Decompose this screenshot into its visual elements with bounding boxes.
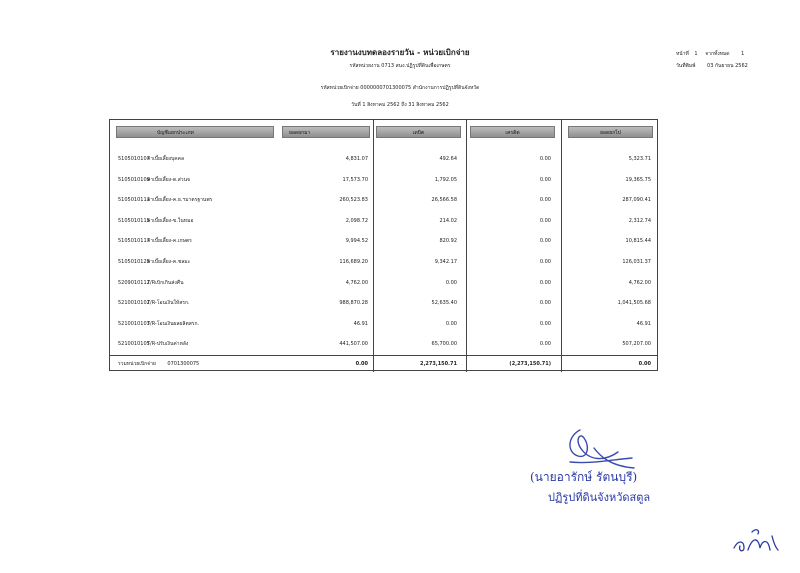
account-code: 5210010103 <box>118 320 150 327</box>
total-pages: 1 <box>741 51 745 57</box>
debit-value: 492.64 <box>439 156 457 162</box>
header-carried-forward: ยอดยกไป <box>568 126 653 138</box>
account-description: T/Rเบิกเกินส่งคืน <box>147 279 184 286</box>
credit-value: 0.00 <box>539 259 551 265</box>
table-header <box>110 120 657 145</box>
total-carried-forward: 0.00 <box>638 361 651 367</box>
signer-name: (นายอารักษ์ รัตนบุรี) <box>530 470 638 484</box>
brought-forward-value: 441,507.00 <box>339 341 368 348</box>
credit-value: 0.00 <box>539 238 551 245</box>
account-description: T/R-ปรับเงินค่าหลัง <box>147 341 189 348</box>
brought-forward-value: 4,762.00 <box>345 279 368 286</box>
print-date-label: วันที่พิมพ์ <box>676 63 696 69</box>
account-description: ค่าเบี้ยเลี้ยง-ต.ส่วนจ <box>147 176 190 183</box>
table-row <box>110 252 657 272</box>
credit-value: 0.00 <box>539 176 551 183</box>
table-row <box>110 293 657 313</box>
carried-forward-value: 19,365.75 <box>625 176 651 183</box>
total-brought-forward: 0.00 <box>355 361 368 367</box>
carried-forward-value: 287,090.41 <box>622 197 651 204</box>
credit-value: 0.00 <box>539 217 551 224</box>
table-row <box>110 190 657 210</box>
carried-forward-value: 507,207.00 <box>622 341 651 348</box>
of-label: จากทั้งหมด <box>705 51 730 57</box>
agency-line: รหัสหน่วยงาน 0713 สนง.ปฏิรูปที่ดินเพื่อเกษตร <box>349 63 451 69</box>
page-label: หน้าที่ <box>676 51 689 57</box>
initials-mark <box>730 526 782 556</box>
account-code: 5105010107 <box>118 156 150 162</box>
credit-value: 0.00 <box>539 279 551 286</box>
total-debit: 2,273,150.71 <box>419 361 457 367</box>
account-description: ค่าเบี้ยเลี้ยง-ค.ชลมะ <box>147 259 191 265</box>
carried-forward-value: 10,815.44 <box>625 238 651 245</box>
credit-value: 0.00 <box>539 197 551 204</box>
debit-value: 52,635.40 <box>431 300 457 307</box>
account-code: 5105010115 <box>118 217 150 224</box>
brought-forward-value: 4,831.07 <box>345 156 368 162</box>
brought-forward-value: 9,994.52 <box>345 238 368 245</box>
brought-forward-value: 17,573.70 <box>342 176 368 183</box>
carried-forward-value: 46.91 <box>636 320 651 327</box>
carried-forward-value: 2,312.74 <box>628 217 651 224</box>
account-code: 5210010105 <box>118 341 150 348</box>
table-row <box>110 170 657 190</box>
account-code: 5105010109 <box>118 176 150 183</box>
total-label <box>118 356 199 373</box>
page-number: 1 <box>694 51 698 57</box>
account-code: 5209010112 <box>118 279 150 286</box>
header-debit: เดบิต <box>376 126 461 138</box>
account-description: ค่าเบี้ยเลี้ยง-ข.ในหมอ <box>147 217 194 224</box>
header-credit: เครดิต <box>470 126 555 138</box>
total-credit: (2,273,150.71) <box>509 361 551 367</box>
table-row <box>110 273 657 293</box>
disbursement-unit-line: รหัสหน่วยเบิกจ่าย 0000000701300075 สำนักงานการปฏิรูปที่ดินจังหวัด <box>320 85 480 91</box>
report-period: วันที่ 1 สิงหาคม 2562 ถึง 31 สิงหาคม 2562 <box>351 102 449 108</box>
header-brought-forward: ยอดยกมา <box>282 126 370 138</box>
brought-forward-value: 2,098.72 <box>345 217 368 224</box>
print-date: 03 กันยายน 2562 <box>707 63 748 69</box>
total-unit-code: 0701300075 <box>167 361 200 367</box>
account-description: ค่าเบี้ยเลี้ยงบุคคล <box>147 156 185 162</box>
total-row <box>110 355 657 373</box>
carried-forward-value: 4,762.00 <box>628 279 651 286</box>
table-row <box>110 231 657 251</box>
carried-forward-value: 1,041,505.68 <box>617 300 651 307</box>
credit-value: 0.00 <box>539 320 551 327</box>
debit-value: 0.00 <box>445 320 457 327</box>
debit-value: 26,566.58 <box>431 197 457 204</box>
brought-forward-value: 260,523.83 <box>339 197 368 204</box>
total-label-text: รวมหน่วยเบิกจ่าย <box>118 361 156 367</box>
credit-value: 0.00 <box>539 341 551 348</box>
debit-value: 0.00 <box>445 279 457 286</box>
table-row <box>110 211 657 231</box>
account-code: 5210010102 <box>118 300 150 307</box>
account-code: 5105010117 <box>118 238 150 245</box>
debit-value: 9,342.17 <box>434 259 457 265</box>
account-code: 5105010125 <box>118 259 150 265</box>
debit-value: 65,700.00 <box>431 341 457 348</box>
report-title: รายงานงบทดลองรายวัน - หน่วยเบิกจ่าย <box>330 48 470 57</box>
trial-balance-table <box>109 119 658 371</box>
table-row <box>110 149 657 169</box>
account-code: 5105010111 <box>118 197 150 204</box>
account-description: T/R-โอนเงินให้สรก. <box>147 300 190 307</box>
debit-value: 820.92 <box>439 238 457 245</box>
brought-forward-value: 46.91 <box>353 320 368 327</box>
credit-value: 0.00 <box>539 300 551 307</box>
page-info <box>676 48 748 72</box>
debit-value: 1,792.05 <box>434 176 457 183</box>
account-description: T/R-โอนเงินผลผลิตสรก. <box>147 320 200 327</box>
table-row <box>110 334 657 354</box>
brought-forward-value: 116,689.20 <box>339 259 368 265</box>
signature-scribble <box>560 422 640 474</box>
credit-value: 0.00 <box>539 156 551 162</box>
account-description: ค่าเบี้ยเลี้ยง-ค.เกษตร <box>147 238 192 245</box>
table-row <box>110 314 657 334</box>
carried-forward-value: 126,031.37 <box>622 259 651 265</box>
signer-position: ปฏิรูปที่ดินจังหวัดสตูล <box>548 491 651 504</box>
brought-forward-value: 988,870.28 <box>339 300 368 307</box>
header-account: บัญชีแยกประเภท <box>116 126 274 138</box>
account-description: ค่าเบี้ยเลี้ยง-ค.ธ.ฯมาตรฐานพร <box>147 197 213 204</box>
debit-value: 214.02 <box>439 217 457 224</box>
carried-forward-value: 5,323.71 <box>628 156 651 162</box>
